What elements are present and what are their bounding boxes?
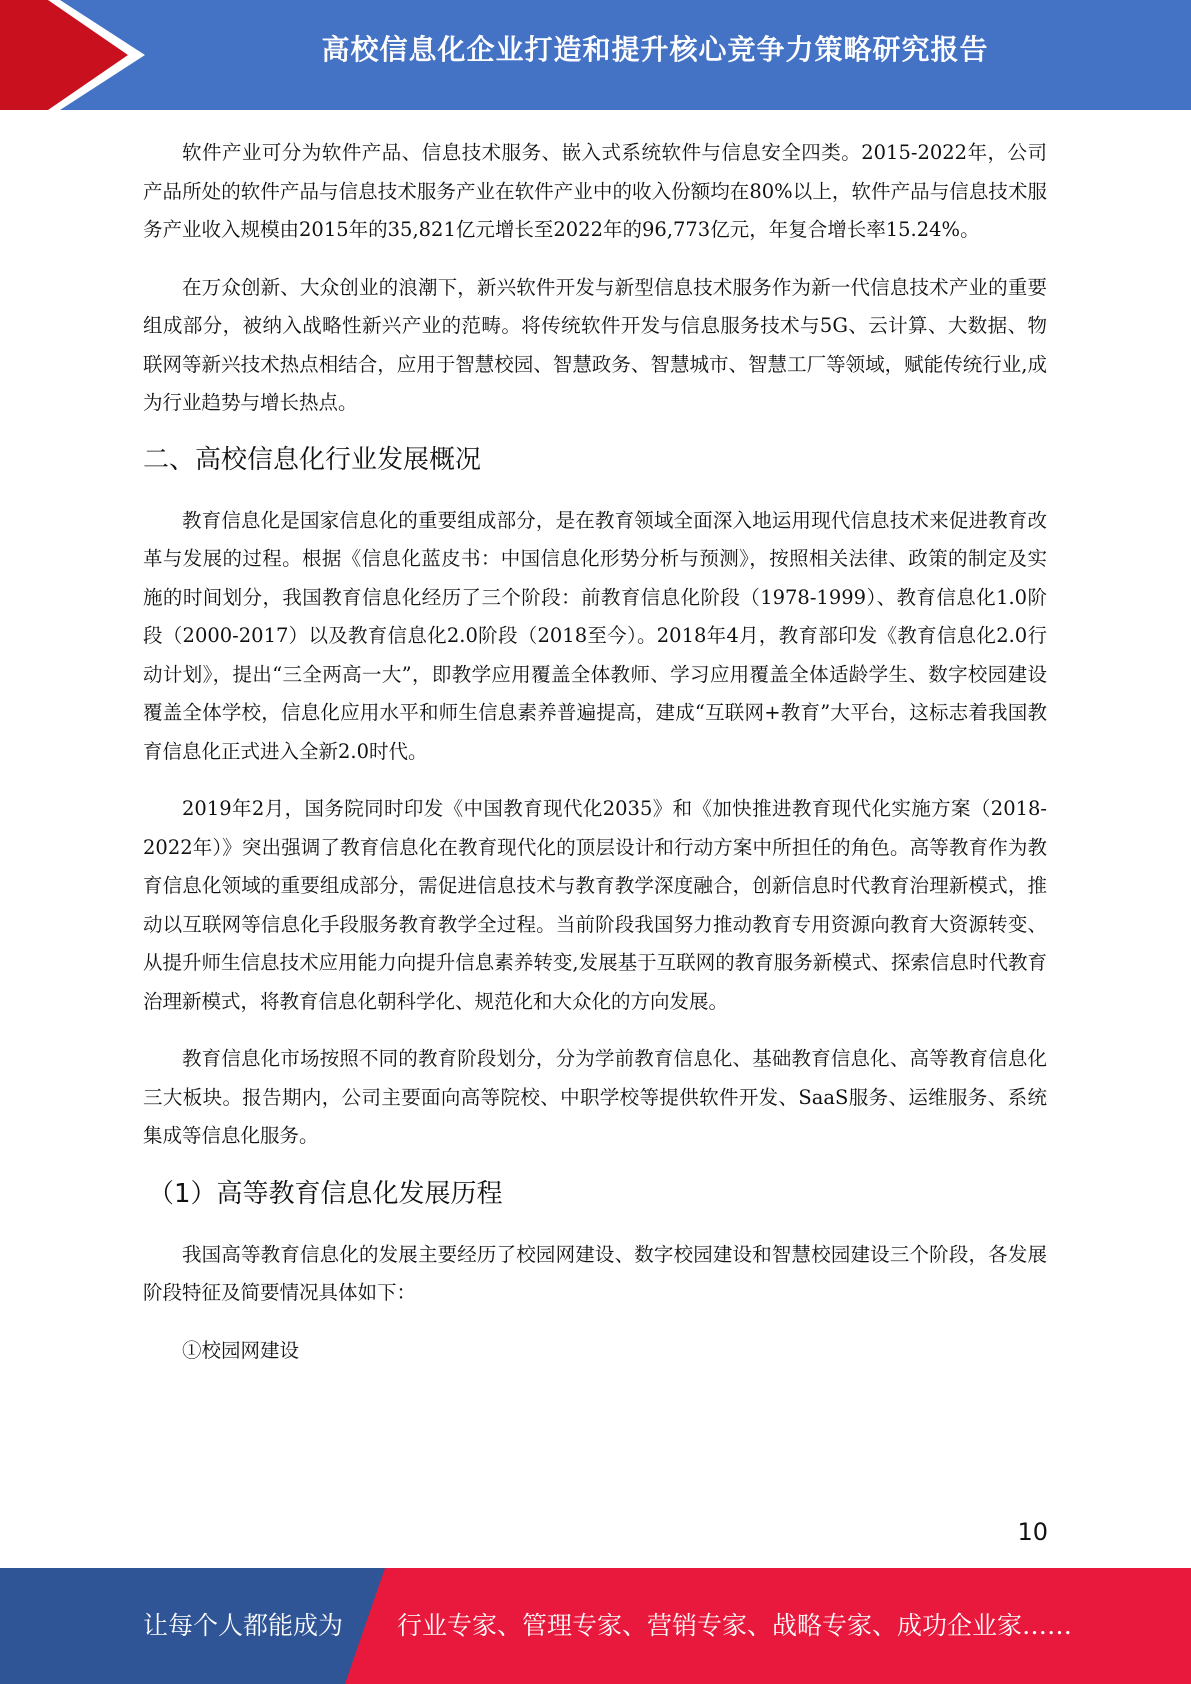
header-title: 高校信息化企业打造和提升核心竞争力策略研究报告	[321, 33, 989, 66]
list-item-campus-network: ①校园网建设	[182, 1338, 300, 1362]
footer-slogan-left: 让每个人都能成为	[143, 1611, 344, 1640]
page-header	[0, 0, 1191, 110]
paragraph-market-segments: 教育信息化市场按照不同的教育阶段划分，分为学前教育信息化、基础教育信息化、高等教育信息化三大板块。报告期内，公司主要面向高等院校、中职学校等提供软件开发、SaaS服务、运维服务、系统集成等信息化服务。	[143, 1047, 1047, 1147]
subsection-heading: （1）高等教育信息化发展历程	[148, 1178, 503, 1209]
section-heading: 二、高校信息化行业发展概况	[143, 444, 482, 475]
page-number: 10	[1017, 1518, 1048, 1546]
paragraph-development-stages: 我国高等教育信息化的发展主要经历了校园网建设、数字校园建设和智慧校园建设三个阶段，各发展阶段特征及简要情况具体如下：	[143, 1242, 1047, 1304]
page-footer	[0, 1568, 1191, 1684]
paragraph-emerging-tech: 在万众创新、大众创业的浪潮下，新兴软件开发与新型信息技术服务作为新一代信息技术产业的重要组成部分，被纳入战略性新兴产业的范畴。将传统软件开发与信息服务技术与5G、云计算、大数据、物联网等新兴技术热点相结合，应用于智慧校园、智慧政务、智慧城市、智慧工厂等领域，赋能传统行业,成为行业趋势与增长热点。	[143, 275, 1047, 414]
document-body	[143, 134, 1047, 1370]
paragraph-education-informatization: 教育信息化是国家信息化的重要组成部分，是在教育领域全面深入地运用现代信息技术来促进教育改革与发展的过程。根据《信息化蓝皮书：中国信息化形势分析与预测》，按照相关法律、政策的制定及实施的时间划分，我国教育信息化经历了三个阶段：前教育信息化阶段（1978-1999）、教育信息化1.0阶段（2000-2017）以及教育信息化2.0阶段（2018至今）。2018年4月，教育部印发《教育信息化2.0行动计划》，提出“三全两高一大”，即教学应用覆盖全体教师、学习应用覆盖全体适龄学生、数字校园建设覆盖全体学校，信息化应用水平和师生信息素养普遍提高，建成“互联网+教育”大平台，这标志着我国教育信息化正式进入全新2.0时代。	[143, 508, 1047, 763]
paragraph-software-industry: 软件产业可分为软件产品、信息技术服务、嵌入式系统软件与信息安全四类。2015-2022年，公司产品所处的软件产品与信息技术服务产业在软件产业中的收入份额均在80%以上，软件产品与信息技术服务产业收入规模由2015年的35,821亿元增长至2022年的96,773亿元，年复合增长率15.24%。	[143, 141, 1047, 241]
paragraph-modernization-2035: 2019年2月，国务院同时印发《中国教育现代化2035》和《加快推进教育现代化实施方案（2018-2022年）》突出强调了教育信息化在教育现代化的顶层设计和行动方案中所担任的角色。高等教育作为教育信息化领域的重要组成部分，需促进信息技术与教育教学深度融合，创新信息时代教育治理新模式，推动以互联网等信息化手段服务教育教学全过程。当前阶段我国努力推动教育专用资源向教育大资源转变、从提升师生信息技术应用能力向提升信息素养转变,发展基于互联网的教育服务新模式、探索信息时代教育治理新模式，将教育信息化朝科学化、规范化和大众化的方向发展。	[143, 797, 1047, 1013]
footer-slogan-right: 行业专家、管理专家、营销专家、战略专家、成功企业家……	[397, 1611, 1073, 1640]
